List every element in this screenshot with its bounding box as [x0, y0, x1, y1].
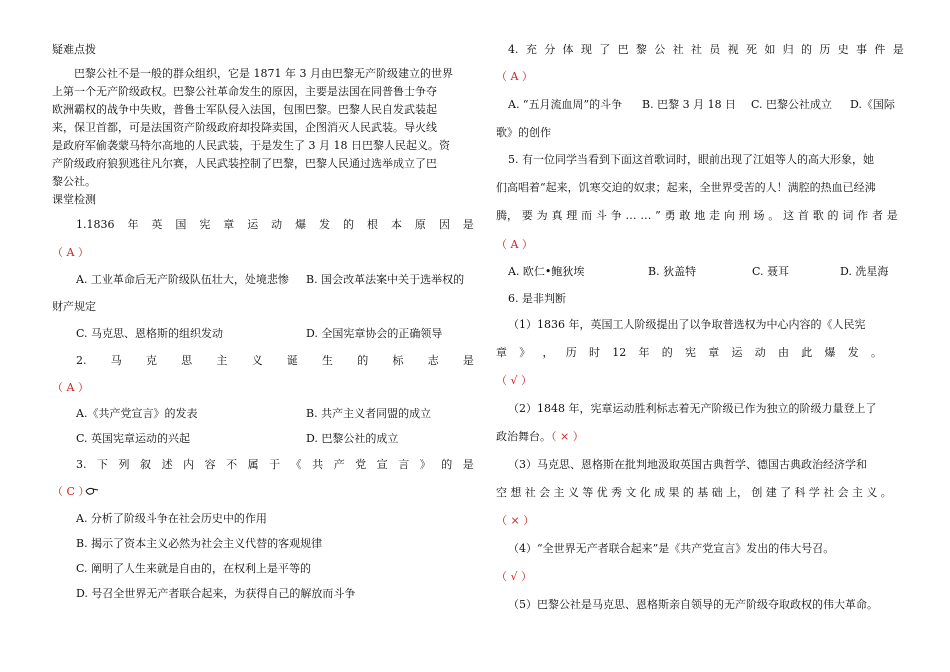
question-5-option-d: D. 冼星海: [840, 265, 889, 278]
difficulty-heading: 疑难点拨: [52, 43, 96, 56]
question-4-option-c: C. 巴黎公社成立: [751, 98, 833, 111]
statement-1-line-2: 章 》 ， 历 时 12 年 的 宪 章 运 动 由 此 爆 发 。: [496, 346, 882, 359]
question-4-answer: （ A ）: [496, 70, 533, 83]
statement-3-line-2: 空 想 社 会 主 义 等 优 秀 文 化 成 果 的 基 础 上， 创 建 了 科 学 社 会 主 义 。: [496, 486, 892, 499]
statement-2-answer: （ × ）: [551, 430, 584, 443]
question-3-option-c: C. 阐明了人生来就是自由的，在权利上是平等的: [76, 562, 312, 575]
question-4-option-b: B. 巴黎 3 月 18 日: [642, 98, 737, 111]
question-4-option-d: D.《国际: [850, 98, 895, 111]
paragraph-line: 欧洲霸权的战争中失败，普鲁士军队侵入法国，包围巴黎。巴黎人民自发武装起: [52, 103, 437, 116]
statement-2-line-1: （2）1848 年，宪章运动胜利标志着无产阶级已作为独立的阶级力量登上了: [508, 402, 877, 415]
class-test-heading: 课堂检测: [52, 193, 96, 206]
question-6-heading: 6. 是非判断: [508, 292, 566, 305]
statement-4-line-1: （4）“全世界无产者联合起来”是《共产党宣言》发出的伟大号召。: [508, 542, 835, 555]
question-5-option-b: B. 狄盖特: [648, 265, 697, 278]
question-2-option-d: D. 巴黎公社的成立: [306, 432, 399, 445]
statement-3-answer: （ × ）: [496, 514, 535, 527]
question-4-option-a: A. “五月流血周”的斗争: [508, 98, 623, 111]
question-2-answer: （ A ）: [52, 381, 89, 394]
question-5-line-3: 腾， 要 为 真 理 而 斗 争 … … ” 勇 敢 地 走 向 刑 场 。 这 首 歌 的 词 作 者 是: [496, 209, 898, 222]
question-1-stem: 1.1836 年 英 国 宪 章 运 动 爆 发 的 根 本 原 因 是: [76, 218, 474, 231]
question-1-option-c: C. 马克思、恩格斯的组织发动: [76, 327, 224, 340]
question-1-option-a: A. 工业革命后无产阶级队伍壮大，处境悲惨: [76, 273, 289, 286]
question-2-option-b: B. 共产主义者同盟的成立: [306, 407, 432, 420]
question-4-stem: 4. 充 分 体 现 了 巴 黎 公 社 社 员 视 死 如 归 的 历 史 事 件 是: [508, 43, 904, 56]
question-5-option-a: A. 欧仁•鲍狄埃: [508, 265, 585, 278]
question-1-option-b-continued: 财产规定: [52, 300, 96, 313]
paragraph-line: 是政府军偷袭蒙马特尔高地的人民武装，于是发生了 3 月 18 日巴黎人民起义。资: [52, 139, 450, 152]
question-5-line-2: 们高唱着“起来，饥寒交迫的奴隶；起来，全世界受苦的人！满腔的热血已经沸: [496, 181, 876, 194]
question-3-stem: 3. 下 列 叙 述 内 容 不 属 于 《 共 产 党 宣 言 》 的 是: [76, 458, 474, 471]
paragraph-line: 黎公社。: [52, 175, 96, 188]
question-3-answer: （ C ）: [52, 485, 90, 498]
question-3-option-b: B. 揭示了资本主义必然为社会主义代替的客观规律: [76, 537, 323, 550]
question-5-option-c: C. 聂耳: [752, 265, 790, 278]
paragraph-line: 产阶级政府狼狈逃往凡尔赛，人民武装控制了巴黎，巴黎人民通过选举成立了巴: [52, 157, 437, 170]
question-1-answer: （ A ）: [52, 246, 89, 259]
question-1-option-d: D. 全国宪章协会的正确领导: [306, 327, 443, 340]
question-1-option-b: B. 国会改革法案中关于选举权的: [306, 273, 465, 286]
statement-2-line-2: 政治舞台。（ × ）: [496, 430, 584, 443]
hand-pointer-icon: [85, 486, 99, 496]
question-3-option-a: A. 分析了阶级斗争在社会历史中的作用: [76, 512, 267, 525]
question-4-option-d-continued: 歌》的创作: [496, 126, 551, 139]
paragraph-line: 上第一个无产阶级政权。巴黎公社革命发生的原因，主要是法国在同普鲁士争夺: [52, 85, 437, 98]
statement-1-line-1: （1）1836 年，英国工人阶级提出了以争取普选权为中心内容的《人民宪: [508, 318, 866, 331]
question-3-option-d: D. 号召全世界无产者联合起来，为获得自己的解放而斗争: [76, 587, 356, 600]
question-2-option-a: A.《共产党宣言》的发表: [76, 407, 198, 420]
question-5-line-1: 5. 有一位同学当看到下面这首歌词时，眼前出现了江姐等人的高大形象，她: [508, 153, 874, 166]
paragraph-line: 巴黎公社不是一般的群众组织，它是 1871 年 3 月由巴黎无产阶级建立的世界: [74, 67, 453, 80]
statement-3-line-1: （3）马克思、恩格斯在批判地汲取英国古典哲学、德国古典政治经济学和: [508, 458, 867, 471]
statement-4-answer: （ √ ）: [496, 570, 533, 583]
statement-5-line-1: （5）巴黎公社是马克思、恩格斯亲自领导的无产阶级夺取政权的伟大革命。: [508, 598, 878, 611]
question-2-stem: 2. 马 克 思 主 义 诞 生 的 标 志 是: [76, 354, 474, 367]
question-5-answer: （ A ）: [496, 238, 533, 251]
question-2-option-c: C. 英国宪章运动的兴起: [76, 432, 191, 445]
paragraph-line: 来，保卫首都，可是法国资产阶级政府却投降卖国，企图消灭人民武装。导火线: [52, 121, 437, 134]
statement-1-answer: （ √ ）: [496, 374, 533, 387]
